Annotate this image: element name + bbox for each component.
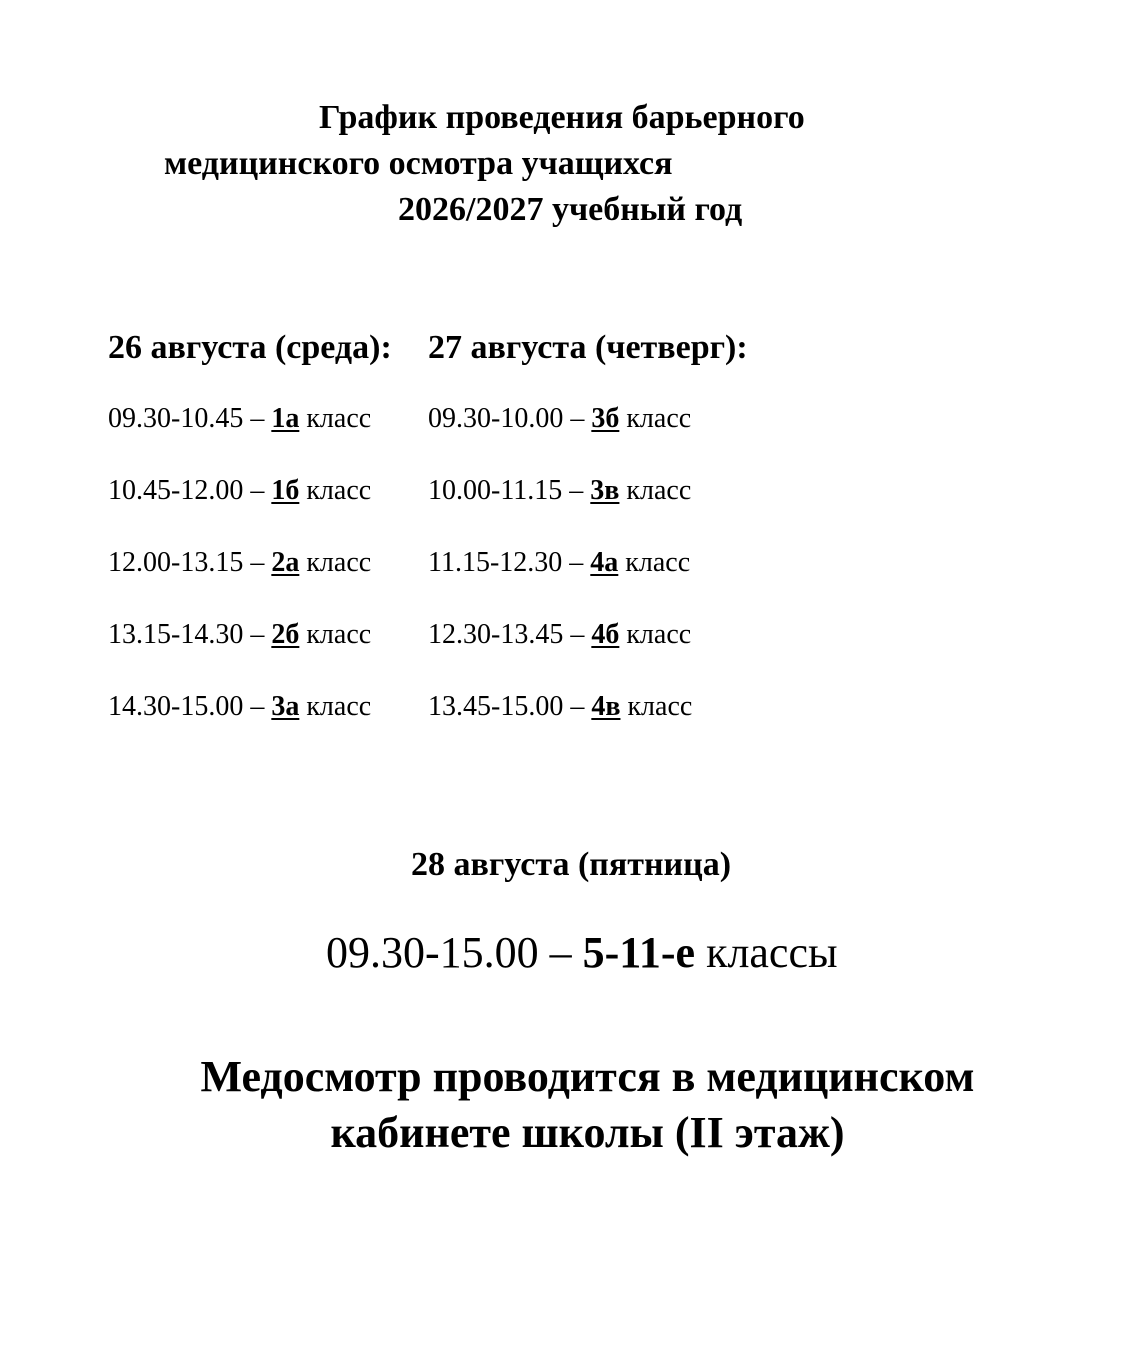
slot-suffix: класс: [619, 475, 692, 506]
slot-time: 11.15-12.30 –: [428, 547, 591, 578]
slot-class: 4в: [591, 691, 621, 722]
slot-suffix: класс: [299, 547, 372, 578]
slot-suffix: класс: [619, 619, 692, 650]
title-line-1: График проведения барьерного: [319, 99, 805, 136]
day3-slot: [326, 928, 838, 978]
slot-suffix: класс: [299, 403, 372, 434]
slot-time: 14.30-15.00 –: [108, 691, 272, 722]
slot-time: 12.30-13.45 –: [428, 619, 592, 650]
day1-slot-2: [108, 474, 371, 508]
slot-suffix: класс: [299, 475, 372, 506]
slot-class: 3б: [591, 403, 620, 434]
day2-slot-3: [428, 546, 690, 580]
slot-suffix: класс: [299, 619, 372, 650]
slot-time: 13.45-15.00 –: [428, 691, 592, 722]
slot-time: 10.00-11.15 –: [428, 475, 591, 506]
day2-slot-2: [428, 474, 691, 508]
day1-slot-1: [108, 402, 371, 436]
day1-slot-5: [108, 690, 371, 724]
slot-time: 09.30-15.00 –: [326, 928, 583, 977]
day2-slot-1: [428, 402, 691, 436]
day1-slot-4: [108, 618, 371, 652]
slot-class: 1а: [271, 403, 300, 434]
day1-heading: 26 августа (среда):: [108, 329, 392, 366]
title-line-2: медицинского осмотра учащихся: [164, 145, 673, 182]
day2-slot-4: [428, 618, 691, 652]
day2-heading: 27 августа (четверг):: [428, 329, 748, 366]
title-line-3: 2026/2027 учебный год: [398, 191, 743, 228]
day3-heading: 28 августа (пятница): [411, 846, 732, 883]
slot-class: 2б: [271, 619, 300, 650]
slot-class: 3в: [590, 475, 620, 506]
location-note-line-2: кабинете школы (II этаж): [330, 1108, 845, 1157]
slot-time: 09.30-10.45 –: [108, 403, 272, 434]
slot-time: 09.30-10.00 –: [428, 403, 592, 434]
slot-suffix: класс: [299, 691, 372, 722]
slot-time: 13.15-14.30 –: [108, 619, 272, 650]
slot-time: 10.45-12.00 –: [108, 475, 272, 506]
slot-suffix: классы: [695, 928, 838, 977]
slot-class: 4а: [590, 547, 619, 578]
slot-class: 2а: [271, 547, 300, 578]
location-note-line-1: Медосмотр проводится в медицинском: [200, 1052, 975, 1101]
slot-class: 4б: [591, 619, 620, 650]
day1-slot-3: [108, 546, 371, 580]
day2-slot-5: [428, 690, 692, 724]
slot-class: 5-11-е: [582, 928, 696, 977]
slot-suffix: класс: [620, 691, 693, 722]
slot-suffix: класс: [618, 547, 691, 578]
slot-class: 1б: [271, 475, 300, 506]
slot-class: 3а: [271, 691, 300, 722]
slot-suffix: класс: [619, 403, 692, 434]
slot-time: 12.00-13.15 –: [108, 547, 272, 578]
